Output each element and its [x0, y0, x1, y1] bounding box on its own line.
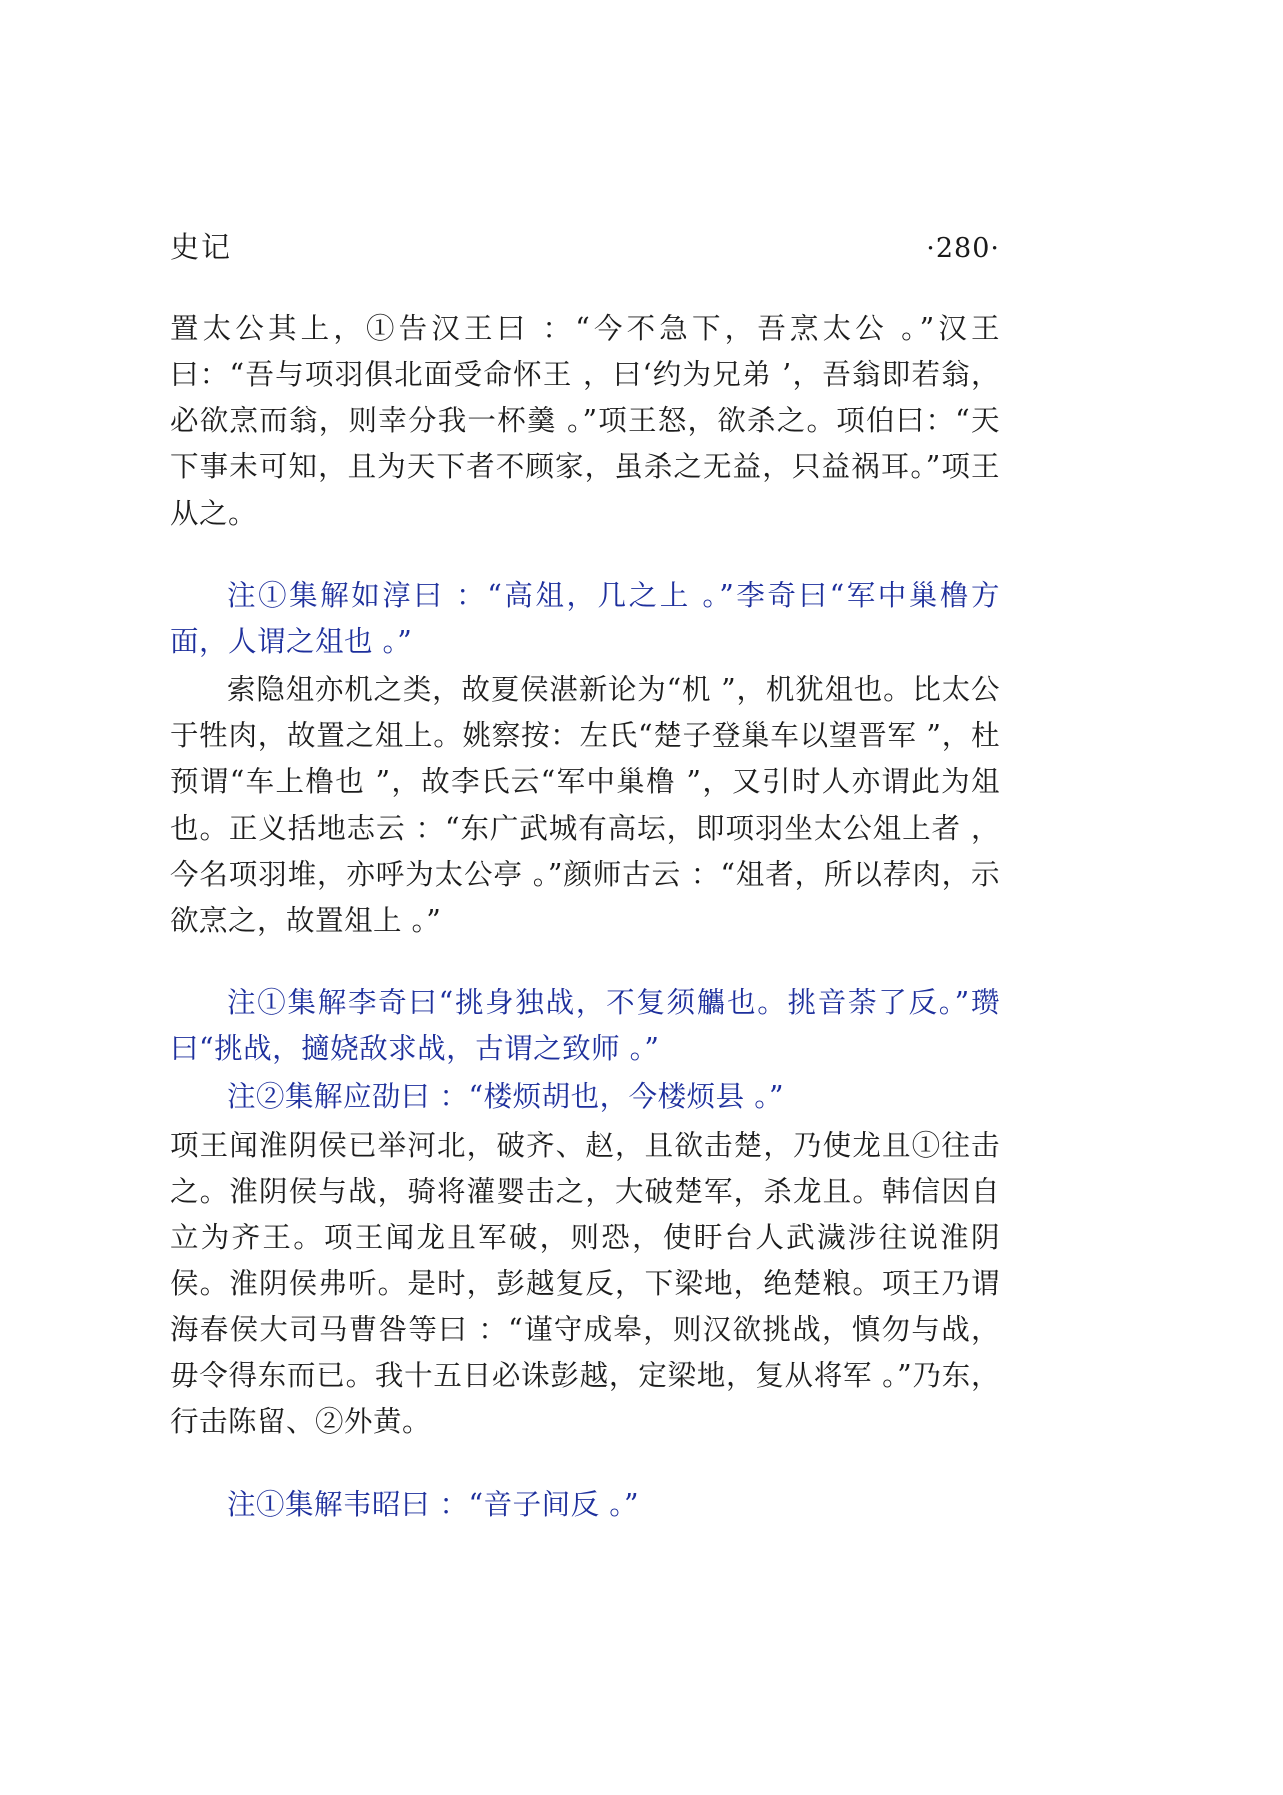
- annotation-note-2: 注①集解李奇曰“挑身独战，不复须觿也。挑音荼了反。”瓒曰“挑战，擿娆敌求战，古谓之致师 。”: [170, 986, 1000, 1066]
- body-paragraph-1: 置太公其上，①告汉王曰 ：“今不急下，吾烹太公 。”汉王曰：“吾与项羽俱北面受命怀王 ，曰‘约为兄弟 ’，吾翁即若翁，必欲烹而翁，则幸分我一杯羹 。”项王怒，欲杀之。项伯曰：“天下事未可知，且为天下者不顾家，虽杀之无益，只益祸耳。”项王从之。: [170, 312, 1000, 530]
- book-title: 史记: [170, 230, 233, 264]
- page-number: ·280·: [926, 233, 1000, 264]
- page-header: [170, 225, 1000, 266]
- annotation-note-4: 注①集解韦昭曰 ：“音子间反 。”: [227, 1487, 640, 1521]
- commentary-paragraph-1: 索隐俎亦机之类，故夏侯湛新论为“机 ”，机犹俎也。比太公于牲肉，故置之俎上。姚察按：左氏“楚子登巢车以望晋军 ”，杜预谓“车上橹也 ”，故李氏云“军中巢橹 ”，又引时人亦谓此为俎也。正义括地志云 ：“东广武城有高坛，即项羽坐太公俎上者 ，今名项羽堆，亦呼为太公亭 。”颜师古云 ：“俎者，所以荐肉，示欲烹之，故置俎上 。”: [170, 673, 1000, 937]
- annotation-note-3: 注②集解应劭曰 ：“楼烦胡也，今楼烦县 。”: [227, 1080, 785, 1114]
- body-paragraph-2: 项王闻淮阴侯已举河北，破齐、赵，且欲击楚，乃使龙且①往击之。淮阴侯与战，骑将灌婴击之，大破楚军，杀龙且。韩信因自立为齐王。项王闻龙且军破，则恐，使盱台人武濊涉往说淮阴侯。淮阴侯弗听。是时，彭越复反，下梁地，绝楚粮。项王乃谓海春侯大司马曹咎等曰 ：“谨守成皋，则汉欲挑战，慎勿与战，毋令得东而已。我十五日必诛彭越，定梁地，复从将军 。”乃东，行击陈留、②外黄。: [170, 1128, 1000, 1439]
- annotation-note-1: 注①集解如淳曰 ：“高俎，几之上 。”李奇曰“军中巢橹方面，人谓之俎也 。”: [170, 578, 1000, 658]
- page-content: [170, 225, 1000, 1528]
